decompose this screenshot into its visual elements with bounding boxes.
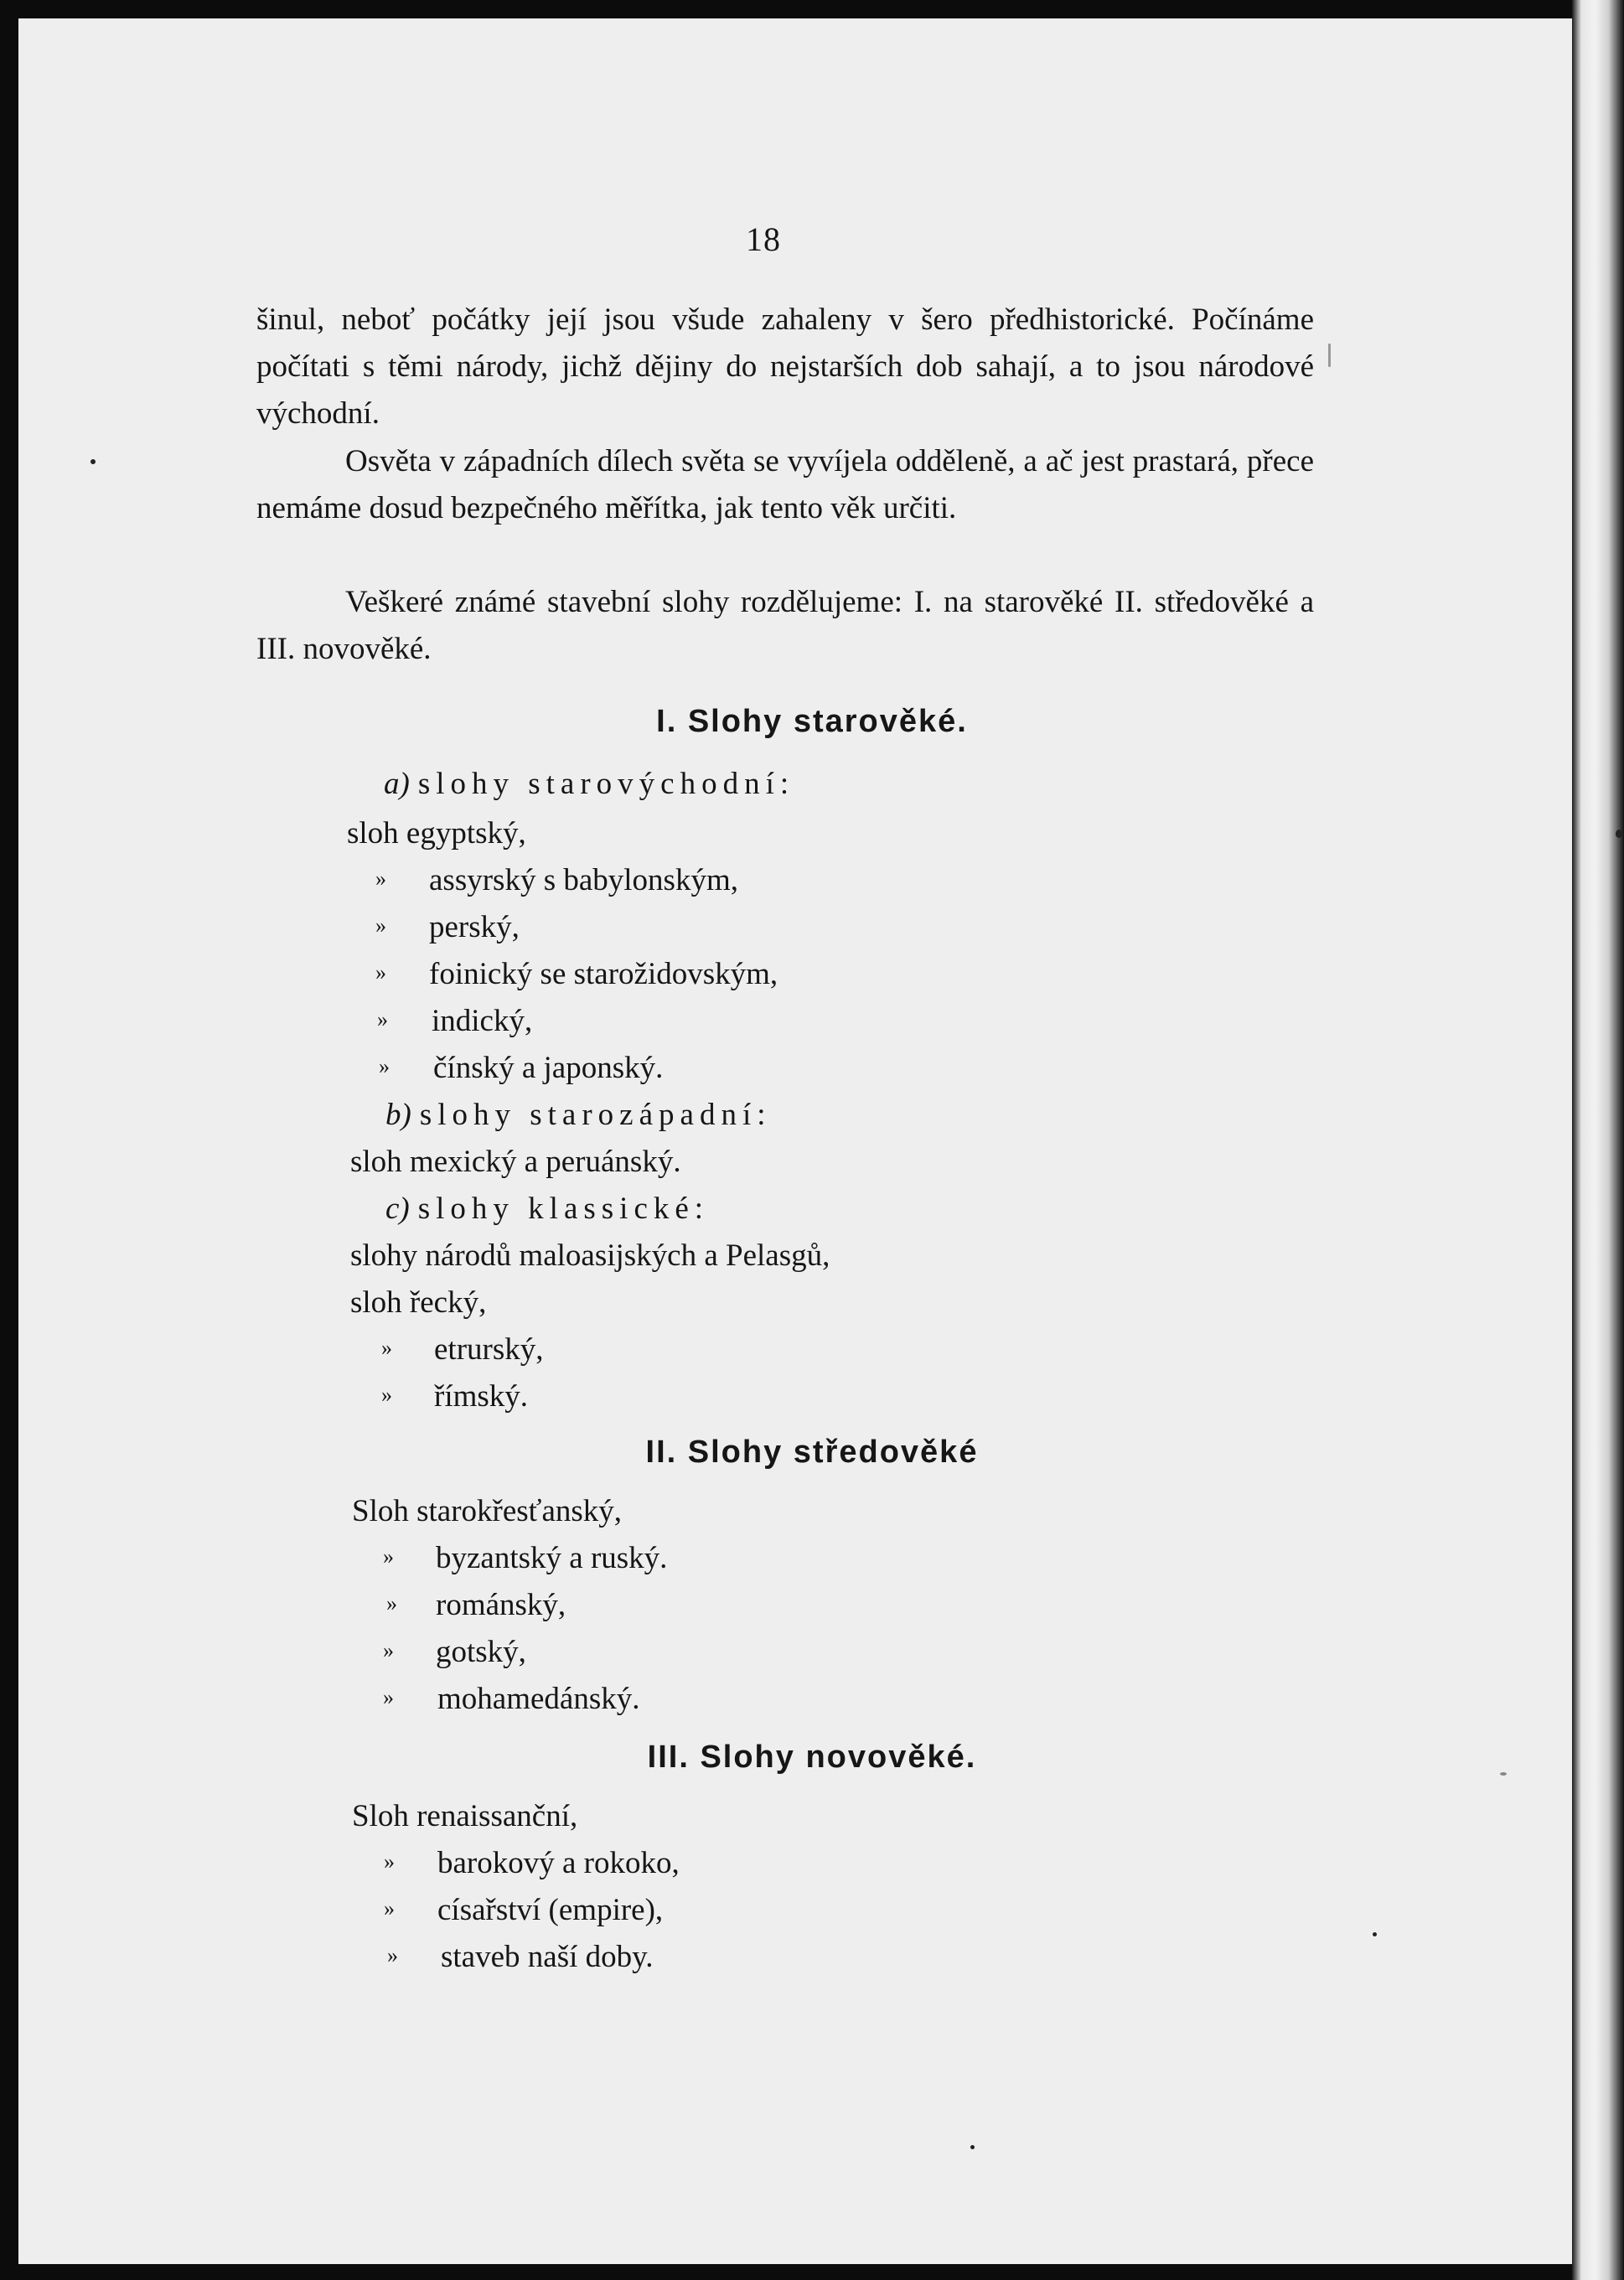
scan-speck	[1616, 830, 1622, 838]
list-item: císařství (empire),	[437, 1893, 664, 1927]
list-item: čínský a japonský.	[433, 1051, 664, 1085]
ditto-mark: »	[375, 866, 386, 891]
ditto-mark: »	[379, 1054, 390, 1078]
subsection-c-letter: c)	[385, 1192, 410, 1226]
subsection-c-text: slohy klassické:	[417, 1192, 710, 1226]
ditto-mark: »	[375, 960, 386, 985]
scan-speck	[1328, 344, 1331, 367]
scan-speck	[1500, 1772, 1507, 1776]
subsection-b-letter: b)	[385, 1098, 411, 1132]
ditto-mark: »	[381, 1383, 392, 1407]
ditto-mark: »	[377, 1007, 388, 1031]
list-item: staveb naší doby.	[441, 1940, 654, 1974]
scan-speck	[970, 2145, 975, 2149]
scan-speck	[91, 459, 96, 464]
list-item: etrurský,	[434, 1332, 544, 1367]
ditto-mark: »	[381, 1336, 392, 1360]
list-item: gotský,	[436, 1635, 526, 1669]
paragraph-1: šinul, neboť počátky její jsou všude zahaleny v šero předhistorické. Počínáme počítati s těmi národy, jichž dějiny do nejstarších dob sahají, a to jsou národové východní.	[256, 302, 1314, 431]
list-item: Sloh renaissanční,	[352, 1799, 578, 1833]
list-item: perský,	[429, 910, 520, 944]
subsection-c-title	[385, 1191, 709, 1227]
ditto-mark: »	[384, 1896, 395, 1921]
scan-speck	[1373, 1932, 1377, 1936]
list-item: Sloh starokřesťanský,	[352, 1494, 623, 1528]
list-item: sloh egyptský,	[347, 816, 526, 850]
subsection-b-text: slohy starozápadní:	[419, 1098, 772, 1132]
ditto-mark: »	[384, 1849, 395, 1874]
section-heading-1: I. Slohy starověké.	[656, 704, 968, 739]
subsection-a-letter: a)	[384, 767, 410, 801]
list-item: assyrský s babylonským,	[429, 863, 738, 897]
ditto-mark: »	[386, 1591, 397, 1616]
list-item: sloh řecký,	[350, 1285, 487, 1320]
ditto-mark: »	[383, 1544, 394, 1569]
page-number: 18	[746, 220, 781, 258]
ditto-mark: »	[375, 913, 386, 938]
subsection-b-title	[385, 1097, 772, 1133]
subsection-a-text: slohy starovýchodní:	[417, 767, 795, 801]
list-item: slohy národů maloasijských a Pelasgů,	[350, 1238, 830, 1273]
list-item: barokový a rokoko,	[437, 1846, 680, 1880]
ditto-mark: »	[383, 1685, 394, 1709]
paragraph-3: Veškeré známé stavební slohy rozdělujeme: I. na starověké II. středověké a III. novověké.	[256, 585, 1314, 666]
section-heading-3: III. Slohy novověké.	[647, 1740, 977, 1775]
list-item: mohamedánský.	[437, 1682, 640, 1716]
list-item: byzantský a ruský.	[436, 1541, 668, 1575]
subsection-a-title	[384, 766, 794, 802]
list-item: indický,	[432, 1004, 533, 1038]
section-heading-2: II. Slohy středověké	[645, 1435, 979, 1470]
list-item: foinický se starožidovským,	[429, 957, 778, 991]
paragraph-2: Osvěta v západních dílech světa se vyvíjela odděleně, a ač jest prastará, přece nemáme dosud bezpečného měřítka, jak tento věk určiti.	[256, 444, 1314, 525]
ditto-mark: »	[387, 1943, 398, 1967]
list-item: římský.	[434, 1379, 529, 1414]
list-item: sloh mexický a peruánský.	[350, 1145, 681, 1179]
list-item: románský,	[436, 1588, 566, 1622]
book-spine-edge	[1572, 0, 1624, 2280]
ditto-mark: »	[383, 1638, 394, 1662]
